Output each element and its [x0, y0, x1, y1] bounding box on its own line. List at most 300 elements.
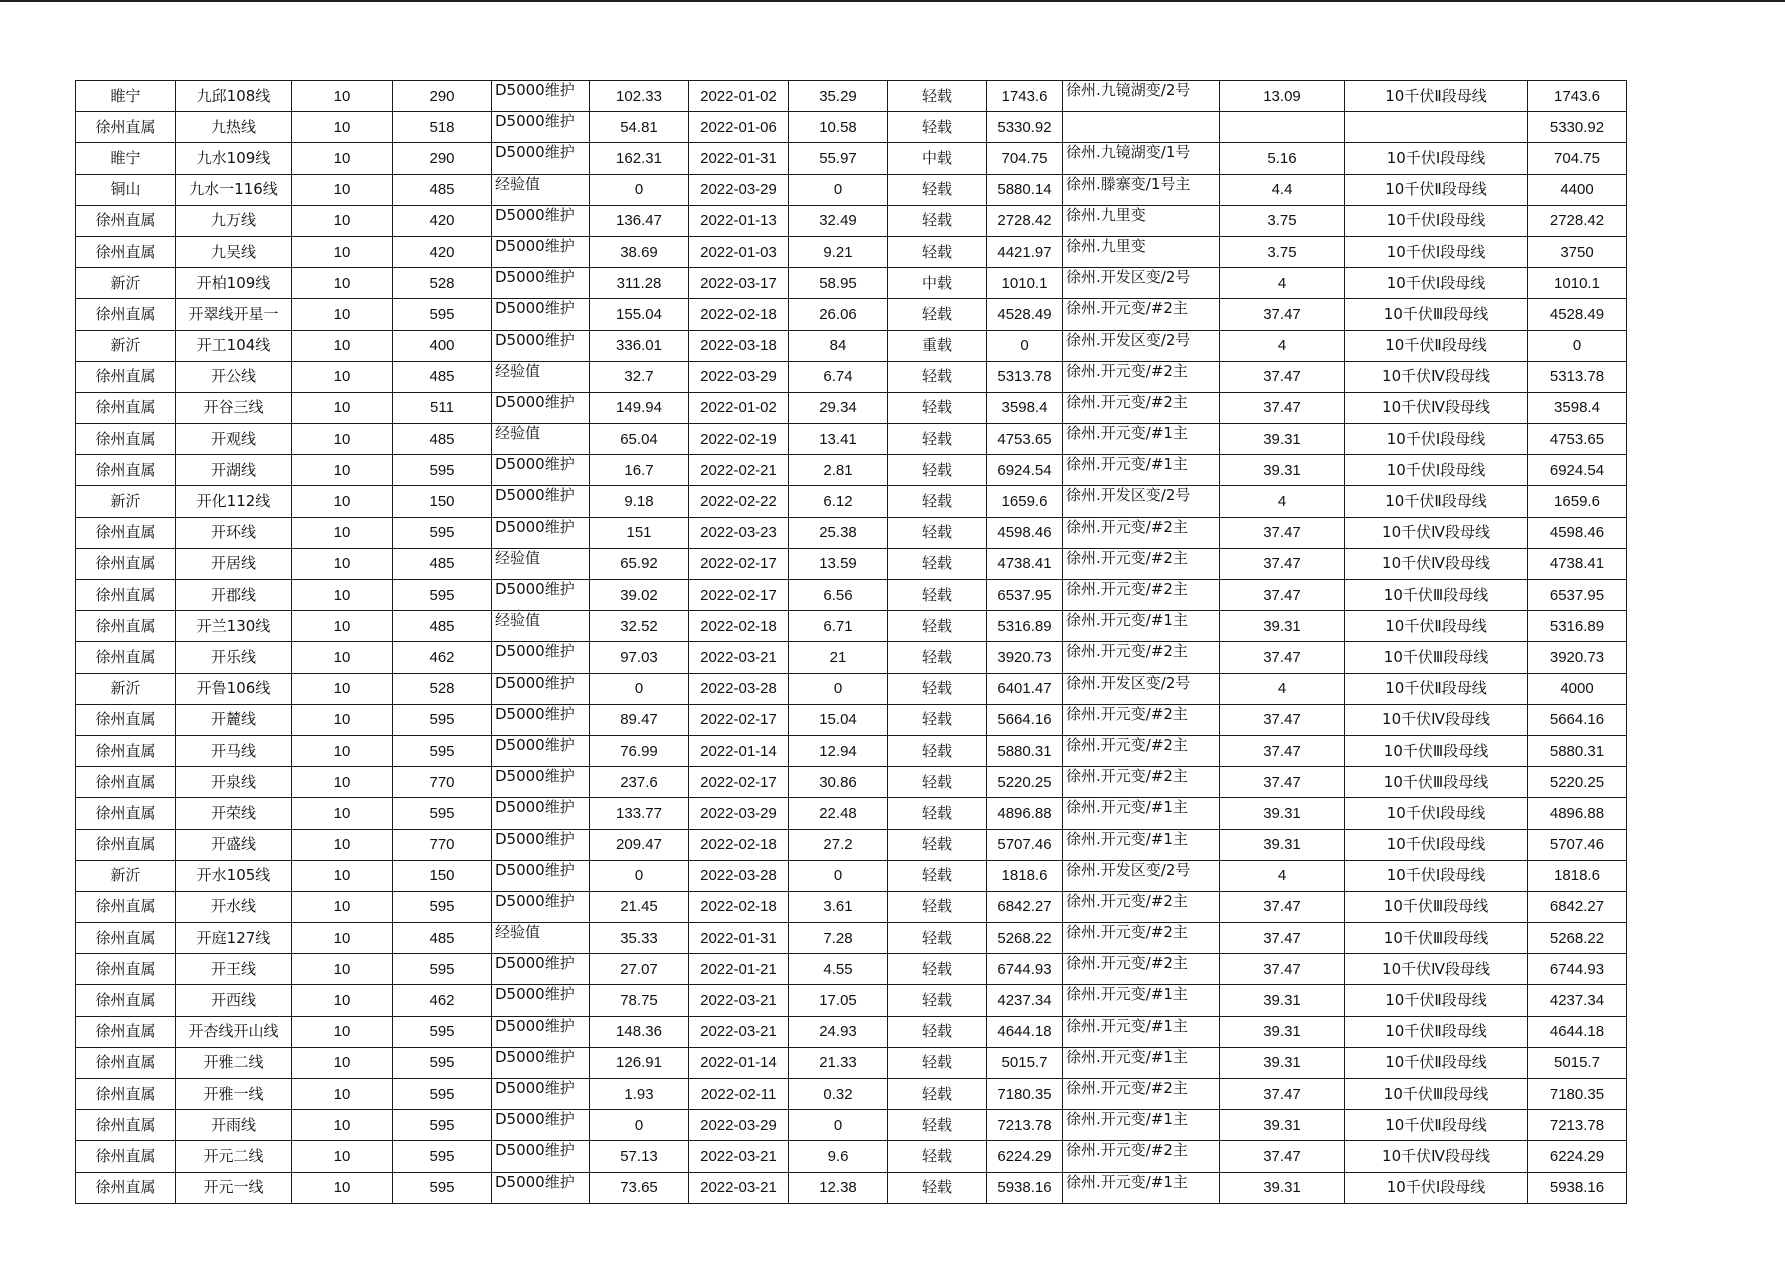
voltage-cell: 10	[292, 673, 393, 704]
voltage-cell: 10	[292, 424, 393, 455]
bus-cell: 10千伏Ⅱ段母线	[1345, 673, 1528, 704]
region-cell: 徐州直属	[76, 361, 176, 392]
margin-cell: 5707.46	[987, 829, 1063, 860]
substation-text: 徐州.开发区变/2号	[1066, 268, 1191, 287]
source-text: D5000维护	[495, 642, 575, 661]
bus-cell: 10千伏Ⅳ段母线	[1345, 361, 1528, 392]
date-cell: 2022-01-02	[689, 81, 789, 112]
load-cell: 27.07	[590, 954, 689, 985]
margin-cell: 1010.1	[987, 268, 1063, 299]
table-row	[76, 1172, 1627, 1203]
transformer-rate-cell: 37.47	[1220, 642, 1345, 673]
load-cell: 336.01	[590, 330, 689, 361]
source-text: 经验值	[495, 361, 541, 380]
available-cell: 0	[1528, 330, 1627, 361]
capacity-cell: 511	[393, 392, 492, 423]
bus-cell: 10千伏Ⅱ段母线	[1345, 1047, 1528, 1078]
load-status-cell: 轻载	[888, 1016, 987, 1047]
rate-cell: 55.97	[789, 143, 888, 174]
load-cell: 0	[590, 1110, 689, 1141]
region-cell: 徐州直属	[76, 455, 176, 486]
table-row	[76, 954, 1627, 985]
source-cell	[492, 112, 590, 143]
bus-cell: 10千伏Ⅳ段母线	[1345, 1141, 1528, 1172]
available-cell: 6842.27	[1528, 891, 1627, 922]
margin-cell: 6224.29	[987, 1141, 1063, 1172]
load-status-cell: 轻载	[888, 798, 987, 829]
table-row	[76, 112, 1627, 143]
source-cell	[492, 1079, 590, 1110]
substation-cell	[1063, 112, 1220, 143]
substation-text: 徐州.开元变/#1主	[1066, 611, 1188, 630]
source-cell	[492, 330, 590, 361]
load-cell: 209.47	[590, 829, 689, 860]
load-status-cell: 轻载	[888, 174, 987, 205]
load-status-cell: 中载	[888, 268, 987, 299]
load-cell: 32.7	[590, 361, 689, 392]
load-cell: 21.45	[590, 891, 689, 922]
margin-cell: 7180.35	[987, 1079, 1063, 1110]
voltage-cell: 10	[292, 205, 393, 236]
voltage-cell: 10	[292, 455, 393, 486]
substation-cell	[1063, 1141, 1220, 1172]
substation-text: 徐州.开元变/#2主	[1066, 923, 1188, 942]
load-status-cell: 轻载	[888, 829, 987, 860]
rate-cell: 9.6	[789, 1141, 888, 1172]
capacity-cell: 595	[393, 704, 492, 735]
source-cell	[492, 143, 590, 174]
substation-cell	[1063, 673, 1220, 704]
voltage-cell: 10	[292, 112, 393, 143]
capacity-cell: 595	[393, 891, 492, 922]
date-cell: 2022-02-21	[689, 455, 789, 486]
load-status-cell: 轻载	[888, 704, 987, 735]
source-cell	[492, 1110, 590, 1141]
rate-cell: 6.56	[789, 580, 888, 611]
available-cell: 5330.92	[1528, 112, 1627, 143]
substation-text: 徐州.开发区变/2号	[1066, 486, 1191, 505]
voltage-cell: 10	[292, 1047, 393, 1078]
region-cell: 徐州直属	[76, 891, 176, 922]
line-name-cell: 九热线	[176, 112, 292, 143]
transformer-rate-cell: 39.31	[1220, 1016, 1345, 1047]
bus-cell: 10千伏Ⅱ段母线	[1345, 486, 1528, 517]
load-status-cell: 轻载	[888, 236, 987, 267]
rate-cell: 32.49	[789, 205, 888, 236]
available-cell: 5664.16	[1528, 704, 1627, 735]
available-cell: 4528.49	[1528, 299, 1627, 330]
substation-text: 徐州.开元变/#2主	[1066, 517, 1188, 536]
source-cell	[492, 735, 590, 766]
margin-cell: 5664.16	[987, 704, 1063, 735]
voltage-cell: 10	[292, 954, 393, 985]
substation-text: 徐州.开元变/#1主	[1066, 1172, 1188, 1191]
load-status-cell: 轻载	[888, 112, 987, 143]
substation-cell	[1063, 704, 1220, 735]
load-cell: 0	[590, 174, 689, 205]
available-cell: 1743.6	[1528, 81, 1627, 112]
bus-cell: 10千伏Ⅲ段母线	[1345, 767, 1528, 798]
margin-cell: 5268.22	[987, 923, 1063, 954]
source-cell	[492, 361, 590, 392]
table-row	[76, 361, 1627, 392]
margin-cell: 4421.97	[987, 236, 1063, 267]
source-cell	[492, 985, 590, 1016]
bus-cell: 10千伏Ⅰ段母线	[1345, 143, 1528, 174]
rate-cell: 0	[789, 673, 888, 704]
substation-text: 徐州.滕寨变/1号主	[1066, 174, 1191, 193]
date-cell: 2022-01-31	[689, 923, 789, 954]
margin-cell: 7213.78	[987, 1110, 1063, 1141]
rate-cell: 0	[789, 174, 888, 205]
date-cell: 2022-02-18	[689, 891, 789, 922]
load-status-cell: 轻载	[888, 299, 987, 330]
voltage-cell: 10	[292, 923, 393, 954]
region-cell: 徐州直属	[76, 1141, 176, 1172]
margin-cell: 5220.25	[987, 767, 1063, 798]
source-cell	[492, 548, 590, 579]
source-cell	[492, 642, 590, 673]
region-cell: 徐州直属	[76, 642, 176, 673]
substation-text: 徐州.开元变/#1主	[1066, 1016, 1188, 1035]
bus-cell: 10千伏Ⅱ段母线	[1345, 330, 1528, 361]
available-cell: 4598.46	[1528, 517, 1627, 548]
line-name-cell: 开泉线	[176, 767, 292, 798]
bus-cell: 10千伏Ⅱ段母线	[1345, 985, 1528, 1016]
load-cell: 151	[590, 517, 689, 548]
load-status-cell: 轻载	[888, 1172, 987, 1203]
line-name-cell: 开庭127线	[176, 923, 292, 954]
load-status-cell: 轻载	[888, 455, 987, 486]
margin-cell: 2728.42	[987, 205, 1063, 236]
substation-text: 徐州.开元变/#2主	[1066, 392, 1188, 411]
line-name-cell: 开雨线	[176, 1110, 292, 1141]
date-cell: 2022-03-28	[689, 860, 789, 891]
source-cell	[492, 860, 590, 891]
margin-cell: 4644.18	[987, 1016, 1063, 1047]
source-text: D5000维护	[495, 985, 575, 1004]
line-name-cell: 九水一116线	[176, 174, 292, 205]
date-cell: 2022-02-18	[689, 611, 789, 642]
capacity-cell: 485	[393, 923, 492, 954]
substation-cell	[1063, 205, 1220, 236]
line-name-cell: 开翠线开星一	[176, 299, 292, 330]
rate-cell: 0	[789, 860, 888, 891]
region-cell: 新沂	[76, 330, 176, 361]
bus-cell: 10千伏Ⅰ段母线	[1345, 424, 1528, 455]
capacity-cell: 420	[393, 205, 492, 236]
substation-text: 徐州.开元变/#1主	[1066, 985, 1188, 1004]
available-cell: 5938.16	[1528, 1172, 1627, 1203]
substation-text: 徐州.开元变/#2主	[1066, 891, 1188, 910]
date-cell: 2022-02-17	[689, 548, 789, 579]
region-cell: 徐州直属	[76, 767, 176, 798]
substation-cell	[1063, 81, 1220, 112]
transformer-rate-cell: 39.31	[1220, 1172, 1345, 1203]
margin-cell: 5880.31	[987, 735, 1063, 766]
load-cell: 35.33	[590, 923, 689, 954]
transformer-rate-cell: 5.16	[1220, 143, 1345, 174]
transformer-rate-cell: 37.47	[1220, 704, 1345, 735]
transformer-rate-cell: 13.09	[1220, 81, 1345, 112]
date-cell: 2022-03-29	[689, 361, 789, 392]
source-text: D5000维护	[495, 735, 575, 754]
line-name-cell: 开公线	[176, 361, 292, 392]
capacity-cell: 462	[393, 985, 492, 1016]
line-name-cell: 九万线	[176, 205, 292, 236]
table-row	[76, 1110, 1627, 1141]
load-cell: 237.6	[590, 767, 689, 798]
source-cell	[492, 236, 590, 267]
voltage-cell: 10	[292, 767, 393, 798]
capacity-cell: 595	[393, 1047, 492, 1078]
capacity-cell: 770	[393, 829, 492, 860]
load-cell: 311.28	[590, 268, 689, 299]
source-cell	[492, 486, 590, 517]
line-name-cell: 开水105线	[176, 860, 292, 891]
line-name-cell: 开雅二线	[176, 1047, 292, 1078]
rate-cell: 15.04	[789, 704, 888, 735]
load-cell: 149.94	[590, 392, 689, 423]
substation-cell	[1063, 299, 1220, 330]
table-row	[76, 81, 1627, 112]
source-text: D5000维护	[495, 767, 575, 786]
region-cell: 徐州直属	[76, 548, 176, 579]
capacity-cell: 485	[393, 174, 492, 205]
transformer-rate-cell: 39.31	[1220, 798, 1345, 829]
substation-text: 徐州.开元变/#2主	[1066, 735, 1188, 754]
available-cell: 3750	[1528, 236, 1627, 267]
load-status-cell: 轻载	[888, 205, 987, 236]
load-cell: 78.75	[590, 985, 689, 1016]
table-row	[76, 330, 1627, 361]
source-text: D5000维护	[495, 1047, 575, 1066]
line-name-cell: 开观线	[176, 424, 292, 455]
margin-cell: 6842.27	[987, 891, 1063, 922]
date-cell: 2022-03-18	[689, 330, 789, 361]
table-row	[76, 580, 1627, 611]
line-name-cell: 开湖线	[176, 455, 292, 486]
date-cell: 2022-02-17	[689, 767, 789, 798]
line-name-cell: 开鲁106线	[176, 673, 292, 704]
line-name-cell: 开乐线	[176, 642, 292, 673]
available-cell: 4896.88	[1528, 798, 1627, 829]
available-cell: 4000	[1528, 673, 1627, 704]
transformer-rate-cell: 4	[1220, 673, 1345, 704]
rate-cell: 7.28	[789, 923, 888, 954]
rate-cell: 35.29	[789, 81, 888, 112]
date-cell: 2022-03-28	[689, 673, 789, 704]
margin-cell: 5015.7	[987, 1047, 1063, 1078]
rate-cell: 30.86	[789, 767, 888, 798]
voltage-cell: 10	[292, 299, 393, 330]
substation-cell	[1063, 611, 1220, 642]
table-row	[76, 143, 1627, 174]
voltage-cell: 10	[292, 517, 393, 548]
substation-cell	[1063, 455, 1220, 486]
load-status-cell: 轻载	[888, 1079, 987, 1110]
substation-cell	[1063, 1172, 1220, 1203]
load-status-cell: 轻载	[888, 486, 987, 517]
date-cell: 2022-03-21	[689, 1016, 789, 1047]
available-cell: 5268.22	[1528, 923, 1627, 954]
voltage-cell: 10	[292, 174, 393, 205]
load-cell: 102.33	[590, 81, 689, 112]
line-name-cell: 开工104线	[176, 330, 292, 361]
transformer-rate-cell: 37.47	[1220, 392, 1345, 423]
substation-cell	[1063, 392, 1220, 423]
page-top-rule	[0, 0, 1785, 2]
load-cell: 0	[590, 673, 689, 704]
capacity-cell: 150	[393, 486, 492, 517]
transformer-rate-cell: 39.31	[1220, 1047, 1345, 1078]
source-text: D5000维护	[495, 1141, 575, 1160]
substation-text: 徐州.开元变/#2主	[1066, 1141, 1188, 1160]
region-cell: 徐州直属	[76, 798, 176, 829]
load-cell: 65.92	[590, 548, 689, 579]
source-text: D5000维护	[495, 455, 575, 474]
load-status-cell: 轻载	[888, 424, 987, 455]
available-cell: 5316.89	[1528, 611, 1627, 642]
line-name-cell: 开麓线	[176, 704, 292, 735]
substation-cell	[1063, 985, 1220, 1016]
voltage-cell: 10	[292, 704, 393, 735]
voltage-cell: 10	[292, 1110, 393, 1141]
voltage-cell: 10	[292, 548, 393, 579]
capacity-cell: 528	[393, 673, 492, 704]
rate-cell: 13.59	[789, 548, 888, 579]
bus-cell: 10千伏Ⅰ段母线	[1345, 798, 1528, 829]
source-text: D5000维护	[495, 673, 575, 692]
table-row	[76, 236, 1627, 267]
available-cell: 6224.29	[1528, 1141, 1627, 1172]
table-row	[76, 424, 1627, 455]
substation-cell	[1063, 1110, 1220, 1141]
margin-cell: 0	[987, 330, 1063, 361]
capacity-cell: 518	[393, 112, 492, 143]
load-cell: 57.13	[590, 1141, 689, 1172]
available-cell: 7213.78	[1528, 1110, 1627, 1141]
rate-cell: 0	[789, 1110, 888, 1141]
transformer-rate-cell: 4	[1220, 486, 1345, 517]
region-cell: 徐州直属	[76, 829, 176, 860]
source-text: D5000维护	[495, 392, 575, 411]
substation-cell	[1063, 486, 1220, 517]
load-status-cell: 轻载	[888, 1047, 987, 1078]
load-status-cell: 轻载	[888, 860, 987, 891]
voltage-cell: 10	[292, 611, 393, 642]
source-cell	[492, 923, 590, 954]
transformer-rate-cell: 4.4	[1220, 174, 1345, 205]
voltage-cell: 10	[292, 580, 393, 611]
substation-cell	[1063, 236, 1220, 267]
substation-cell	[1063, 1047, 1220, 1078]
rate-cell: 84	[789, 330, 888, 361]
voltage-cell: 10	[292, 330, 393, 361]
margin-cell: 4738.41	[987, 548, 1063, 579]
line-name-cell: 开盛线	[176, 829, 292, 860]
substation-cell	[1063, 143, 1220, 174]
substation-text: 徐州.九镜湖变/1号	[1066, 143, 1191, 162]
region-cell: 徐州直属	[76, 580, 176, 611]
load-status-cell: 重载	[888, 330, 987, 361]
date-cell: 2022-01-21	[689, 954, 789, 985]
transformer-rate-cell: 37.47	[1220, 361, 1345, 392]
source-cell	[492, 81, 590, 112]
transformer-rate-cell: 39.31	[1220, 424, 1345, 455]
load-cell: 76.99	[590, 735, 689, 766]
capacity-cell: 770	[393, 767, 492, 798]
load-status-cell: 轻载	[888, 548, 987, 579]
voltage-cell: 10	[292, 1016, 393, 1047]
voltage-cell: 10	[292, 829, 393, 860]
source-cell	[492, 767, 590, 798]
transformer-rate-cell: 37.47	[1220, 580, 1345, 611]
transformer-rate-cell: 39.31	[1220, 829, 1345, 860]
source-cell	[492, 517, 590, 548]
load-cell: 16.7	[590, 455, 689, 486]
line-name-cell: 开马线	[176, 735, 292, 766]
date-cell: 2022-03-29	[689, 798, 789, 829]
line-name-cell: 开居线	[176, 548, 292, 579]
transformer-rate-cell: 37.47	[1220, 891, 1345, 922]
source-text: 经验值	[495, 611, 541, 630]
table-row	[76, 455, 1627, 486]
rate-cell: 58.95	[789, 268, 888, 299]
load-cell: 1.93	[590, 1079, 689, 1110]
source-text: D5000维护	[495, 954, 575, 973]
line-name-cell: 开水线	[176, 891, 292, 922]
margin-cell: 4896.88	[987, 798, 1063, 829]
margin-cell: 5938.16	[987, 1172, 1063, 1203]
voltage-cell: 10	[292, 735, 393, 766]
date-cell: 2022-01-13	[689, 205, 789, 236]
substation-text: 徐州.开发区变/2号	[1066, 330, 1191, 349]
substation-text: 徐州.开元变/#2主	[1066, 767, 1188, 786]
available-cell: 704.75	[1528, 143, 1627, 174]
substation-cell	[1063, 735, 1220, 766]
region-cell: 徐州直属	[76, 611, 176, 642]
available-cell: 1818.6	[1528, 860, 1627, 891]
margin-cell: 1818.6	[987, 860, 1063, 891]
substation-cell	[1063, 424, 1220, 455]
line-name-cell: 九邱108线	[176, 81, 292, 112]
region-cell: 徐州直属	[76, 704, 176, 735]
date-cell: 2022-03-21	[689, 642, 789, 673]
substation-text: 徐州.开元变/#2主	[1066, 299, 1188, 318]
capacity-cell: 595	[393, 1110, 492, 1141]
bus-cell: 10千伏Ⅰ段母线	[1345, 860, 1528, 891]
substation-text: 徐州.开元变/#2主	[1066, 1079, 1188, 1097]
date-cell: 2022-02-22	[689, 486, 789, 517]
table-row	[76, 860, 1627, 891]
source-text: 经验值	[495, 174, 541, 193]
load-status-cell: 轻载	[888, 985, 987, 1016]
transformer-rate-cell: 3.75	[1220, 205, 1345, 236]
available-cell: 7180.35	[1528, 1079, 1627, 1110]
available-cell: 6744.93	[1528, 954, 1627, 985]
source-text: D5000维护	[495, 143, 575, 162]
rate-cell: 6.12	[789, 486, 888, 517]
date-cell: 2022-02-19	[689, 424, 789, 455]
voltage-cell: 10	[292, 1172, 393, 1203]
region-cell: 徐州直属	[76, 236, 176, 267]
region-cell: 睢宁	[76, 81, 176, 112]
source-text: D5000维护	[495, 205, 575, 224]
date-cell: 2022-03-29	[689, 1110, 789, 1141]
transformer-rate-cell: 39.31	[1220, 611, 1345, 642]
rate-cell: 21	[789, 642, 888, 673]
